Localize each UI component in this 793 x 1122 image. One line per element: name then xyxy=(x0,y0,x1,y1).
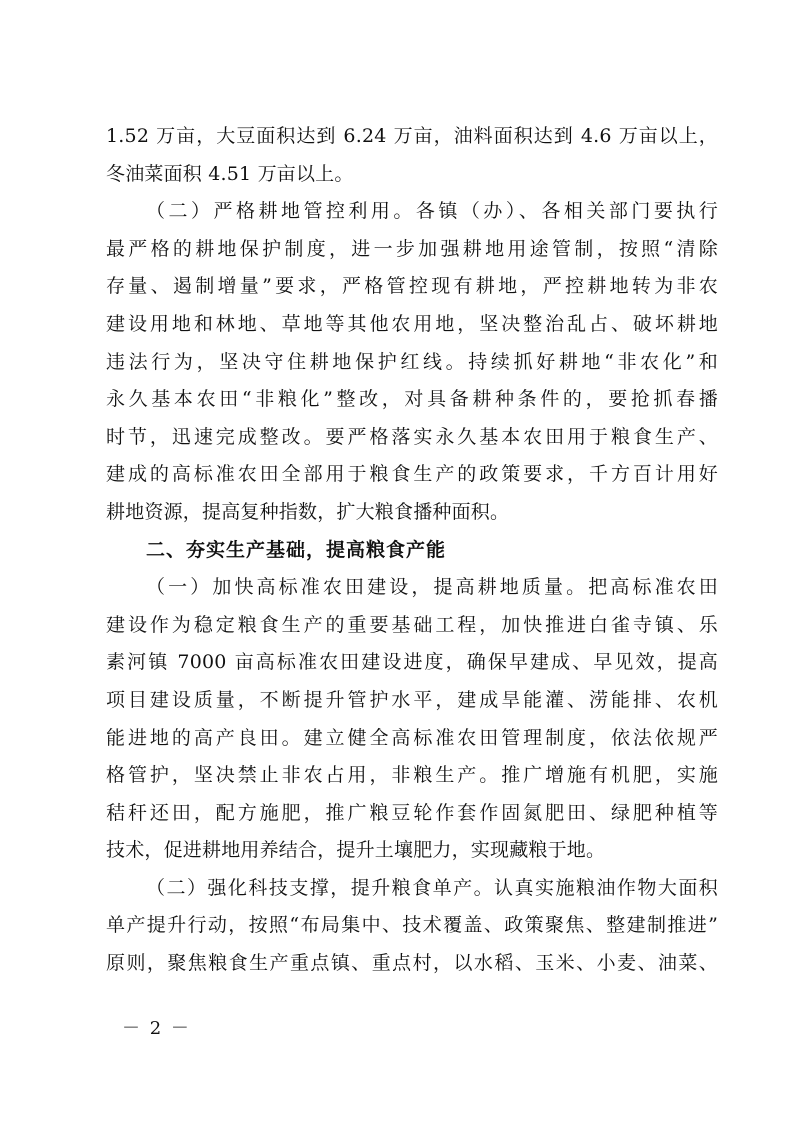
text-line: 能进地的高产良田。建立健全高标准农田管理制度，依法依规严 xyxy=(106,726,718,749)
text-line: 最严格的耕地保护制度，进一步加强耕地用途管制，按照“清除 xyxy=(106,237,718,260)
text-line: 时节，迅速完成整改。要严格落实永久基本农田用于粮食生产、 xyxy=(106,425,718,448)
document-body xyxy=(106,118,718,983)
text-line: 技术，促进耕地用养结合，提升土壤肥力，实现藏粮于地。 xyxy=(106,839,606,862)
text-line: 1.52 万亩，大豆面积达到 6.24 万亩，油料面积达到 4.6 万亩以上， xyxy=(106,125,718,147)
text-line: 建设用地和林地、草地等其他农用地，坚决整治乱占、破坏耕地 xyxy=(106,312,718,335)
section-heading-text: 二、夯实生产基础，提高粮食产能 xyxy=(146,538,447,561)
section-heading xyxy=(106,532,718,570)
text-line: 原则，聚焦粮食生产重点镇、重点村，以水稻、玉米、小麦、油菜、 xyxy=(106,952,718,975)
text-line: 永久基本农田“非粮化”整改，对具备耕种条件的，要抢抓春播 xyxy=(106,388,718,411)
text-line: 项目建设质量，不断提升管护水平，建成旱能灌、涝能排、农机 xyxy=(106,688,718,711)
text-line: 单产提升行动，按照“布局集中、技术覆盖、政策聚焦、整建制推进” xyxy=(106,914,718,937)
text-line: 存量、遏制增量”要求，严格管控现有耕地，严控耕地转为非农 xyxy=(106,275,718,298)
text-line: （二）严格耕地管控利用。各镇（办）、各相关部门要执行 xyxy=(146,200,718,223)
page-number: － 2 － xyxy=(122,1018,191,1039)
paragraph xyxy=(106,118,718,193)
text-line: 建设作为稳定粮食生产的重要基础工程，加快推进白雀寺镇、乐 xyxy=(106,613,718,636)
text-line: 建成的高标准农田全部用于粮食生产的政策要求，千方百计用好 xyxy=(106,463,718,486)
text-line: 素河镇 7000 亩高标准农田建设进度，确保早建成、早见效，提高 xyxy=(106,651,718,674)
text-line: 冬油菜面积 4.51 万亩以上。 xyxy=(106,162,354,185)
text-line: 违法行为，坚决守住耕地保护红线。持续抓好耕地“非农化”和 xyxy=(106,350,718,373)
text-line: 秸秆还田，配方施肥，推广粮豆轮作套作固氮肥田、绿肥种植等 xyxy=(106,801,718,824)
text-line: 格管护，坚决禁止非农占用，非粮生产。推广增施有机肥，实施 xyxy=(106,764,718,787)
paragraph xyxy=(106,870,718,983)
text-line: （一）加快高标准农田建设，提高耕地质量。把高标准农田 xyxy=(146,576,718,599)
text-line: 耕地资源，提高复种指数，扩大粮食播种面积。 xyxy=(106,500,510,523)
text-line: （二）强化科技支撑，提升粮食单产。认真实施粮油作物大面积 xyxy=(146,876,718,899)
paragraph xyxy=(106,569,718,870)
paragraph xyxy=(106,193,718,531)
